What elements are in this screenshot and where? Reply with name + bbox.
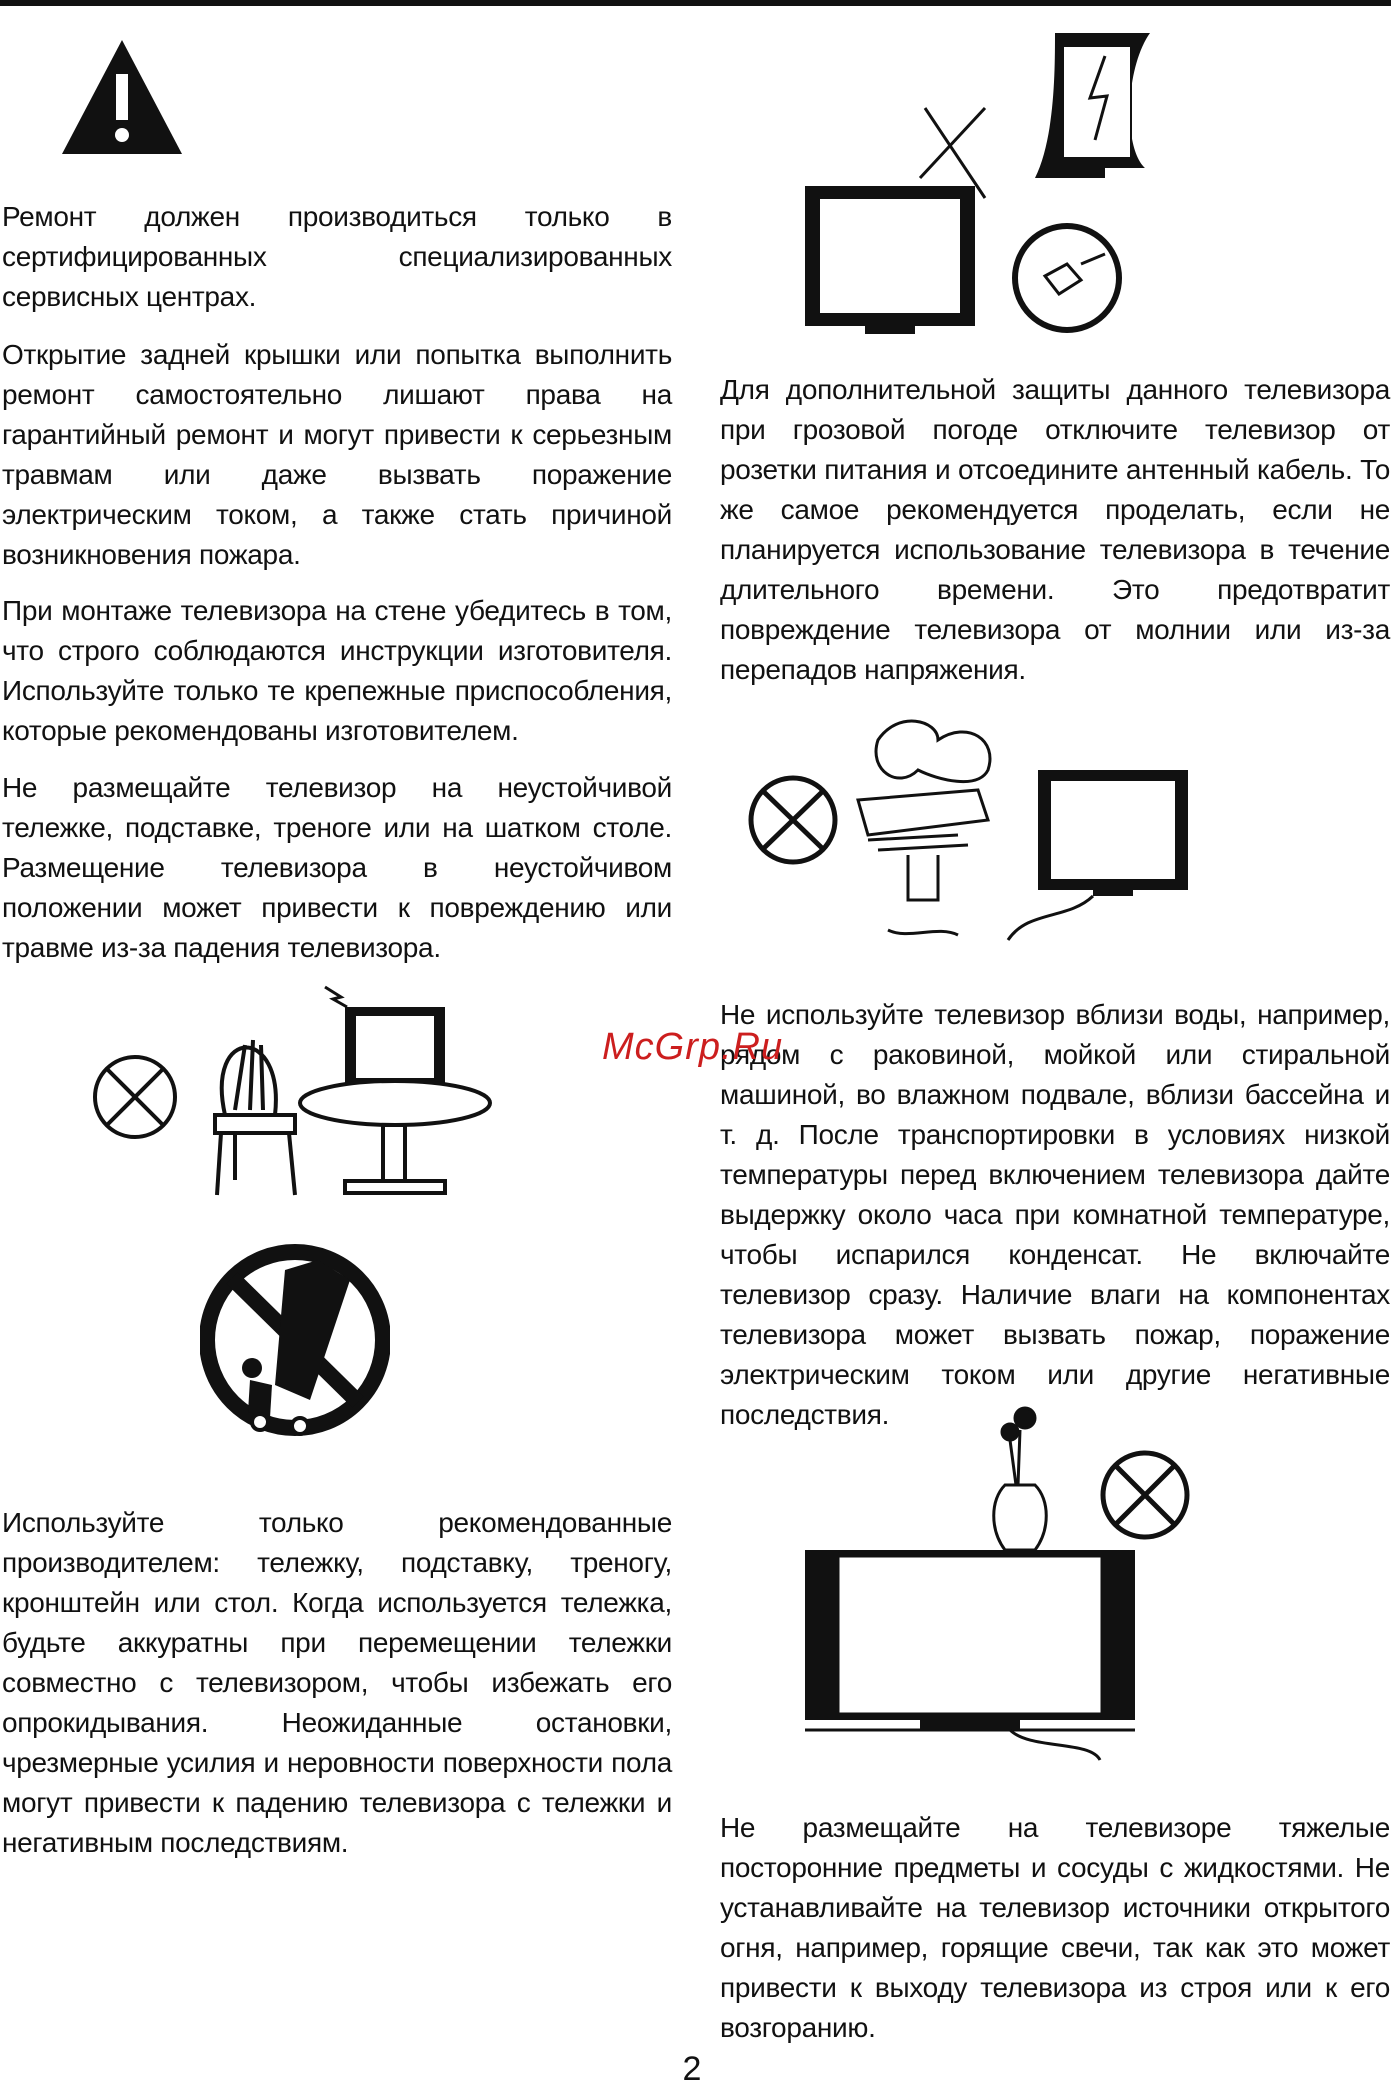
water-hazard-illustration xyxy=(738,700,1233,970)
warning-triangle-icon xyxy=(60,36,185,158)
water-humidity-paragraph: Не используйте телевизор вблизи воды, например, рядом с раковиной, мойкой или стиральной машиной, во влажном подвале, вблизи бассейна и т. д. После транспортировки в условиях низкой температуры перед включением телевизора дайте выдержку около часа при комнатной температуре, чтобы испарился конденсат. Не включайте телевизор сразу. Наличие влаги на компонентах телевизора может вызвать пожар, поражение электрическим током или другие негативные последствия. xyxy=(720,999,1390,1430)
sink-icon xyxy=(858,721,990,935)
page-number: 2 xyxy=(682,2050,702,2088)
back-cover-warning-paragraph: Открытие задней крышки или попытка выполнить ремонт самостоятельно лишают права на гарантийный ремонт и могут привести к серьезным травмам или даже вызвать поражение электрическим током, а также стать причиной возникновения пожара. xyxy=(2,339,672,570)
wall-mount-paragraph: При монтаже телевизора на стене убедитесь в том, что строго соблюдаются инструкции изготовителя. Используйте только те крепежные приспособления, которые рекомендованы изготовителем. xyxy=(2,595,672,746)
lightning-tv-illustration xyxy=(805,28,1210,338)
unstable-table-illustration xyxy=(85,985,525,1200)
top-rule xyxy=(0,0,1391,6)
repair-service-paragraph: Ремонт должен производиться только в сертифицированных специализированных сервисных центрах. xyxy=(2,201,672,312)
thunderstorm-paragraph: Для дополнительной защиты данного телевизора при грозовой погоде отключите телевизор от розетки питания и отсоедините антенный кабель. То же самое рекомендуется проделать, если не планируется использование телевизора в течение длительного времени. Это предотвратит повреждение телевизора от молнии или из-за перепадов напряжения. xyxy=(720,374,1390,685)
prohibited-icon xyxy=(751,778,835,862)
unstable-stand-paragraph: Не размещайте телевизор на неустойчивой тележке, подставке, треноге или на шатком столе. Размещение телевизора в неустойчивом положении может привести к повреждению или травме из-за падения телевизора. xyxy=(2,772,672,963)
recommended-cart-paragraph: Используйте только рекомендованные производителем: тележку, подставку, треногу, кронштейн или стол. Когда используется тележка, будьте аккуратны при перемещении тележки совместно с телевизором, чтобы избежать его опрокидывания. Неожиданные остановки, чрезмерные усилия и неровности поверхности пола могут привести к падению телевизора с тележки и негативным последствиям. xyxy=(2,1507,672,1858)
watermark: McGrp.Ru xyxy=(602,1026,784,1068)
chair-icon xyxy=(215,1040,295,1195)
heavy-objects-paragraph: Не размещайте на телевизоре тяжелые посторонние предметы и сосуды с жидкостями. Не устанавливайте на телевизор источники открытого огня, например, горящие свечи, так как это может привести к выходу телевизора из строя или к его возгоранию. xyxy=(720,1812,1390,2043)
prohibited-icon xyxy=(1103,1453,1187,1537)
vase-on-tv-illustration xyxy=(800,1400,1200,1770)
lightning-icon xyxy=(1035,33,1150,178)
tv-icon xyxy=(805,186,975,334)
cart-tipover-prohibited-icon xyxy=(200,1240,390,1440)
tv-icon xyxy=(805,1550,1135,1730)
flower-vase-icon xyxy=(994,1408,1047,1550)
tv-icon xyxy=(1008,770,1188,940)
plug-zoom-icon xyxy=(1015,226,1119,330)
tv-on-table-icon xyxy=(300,987,490,1193)
prohibited-icon xyxy=(95,1057,175,1137)
